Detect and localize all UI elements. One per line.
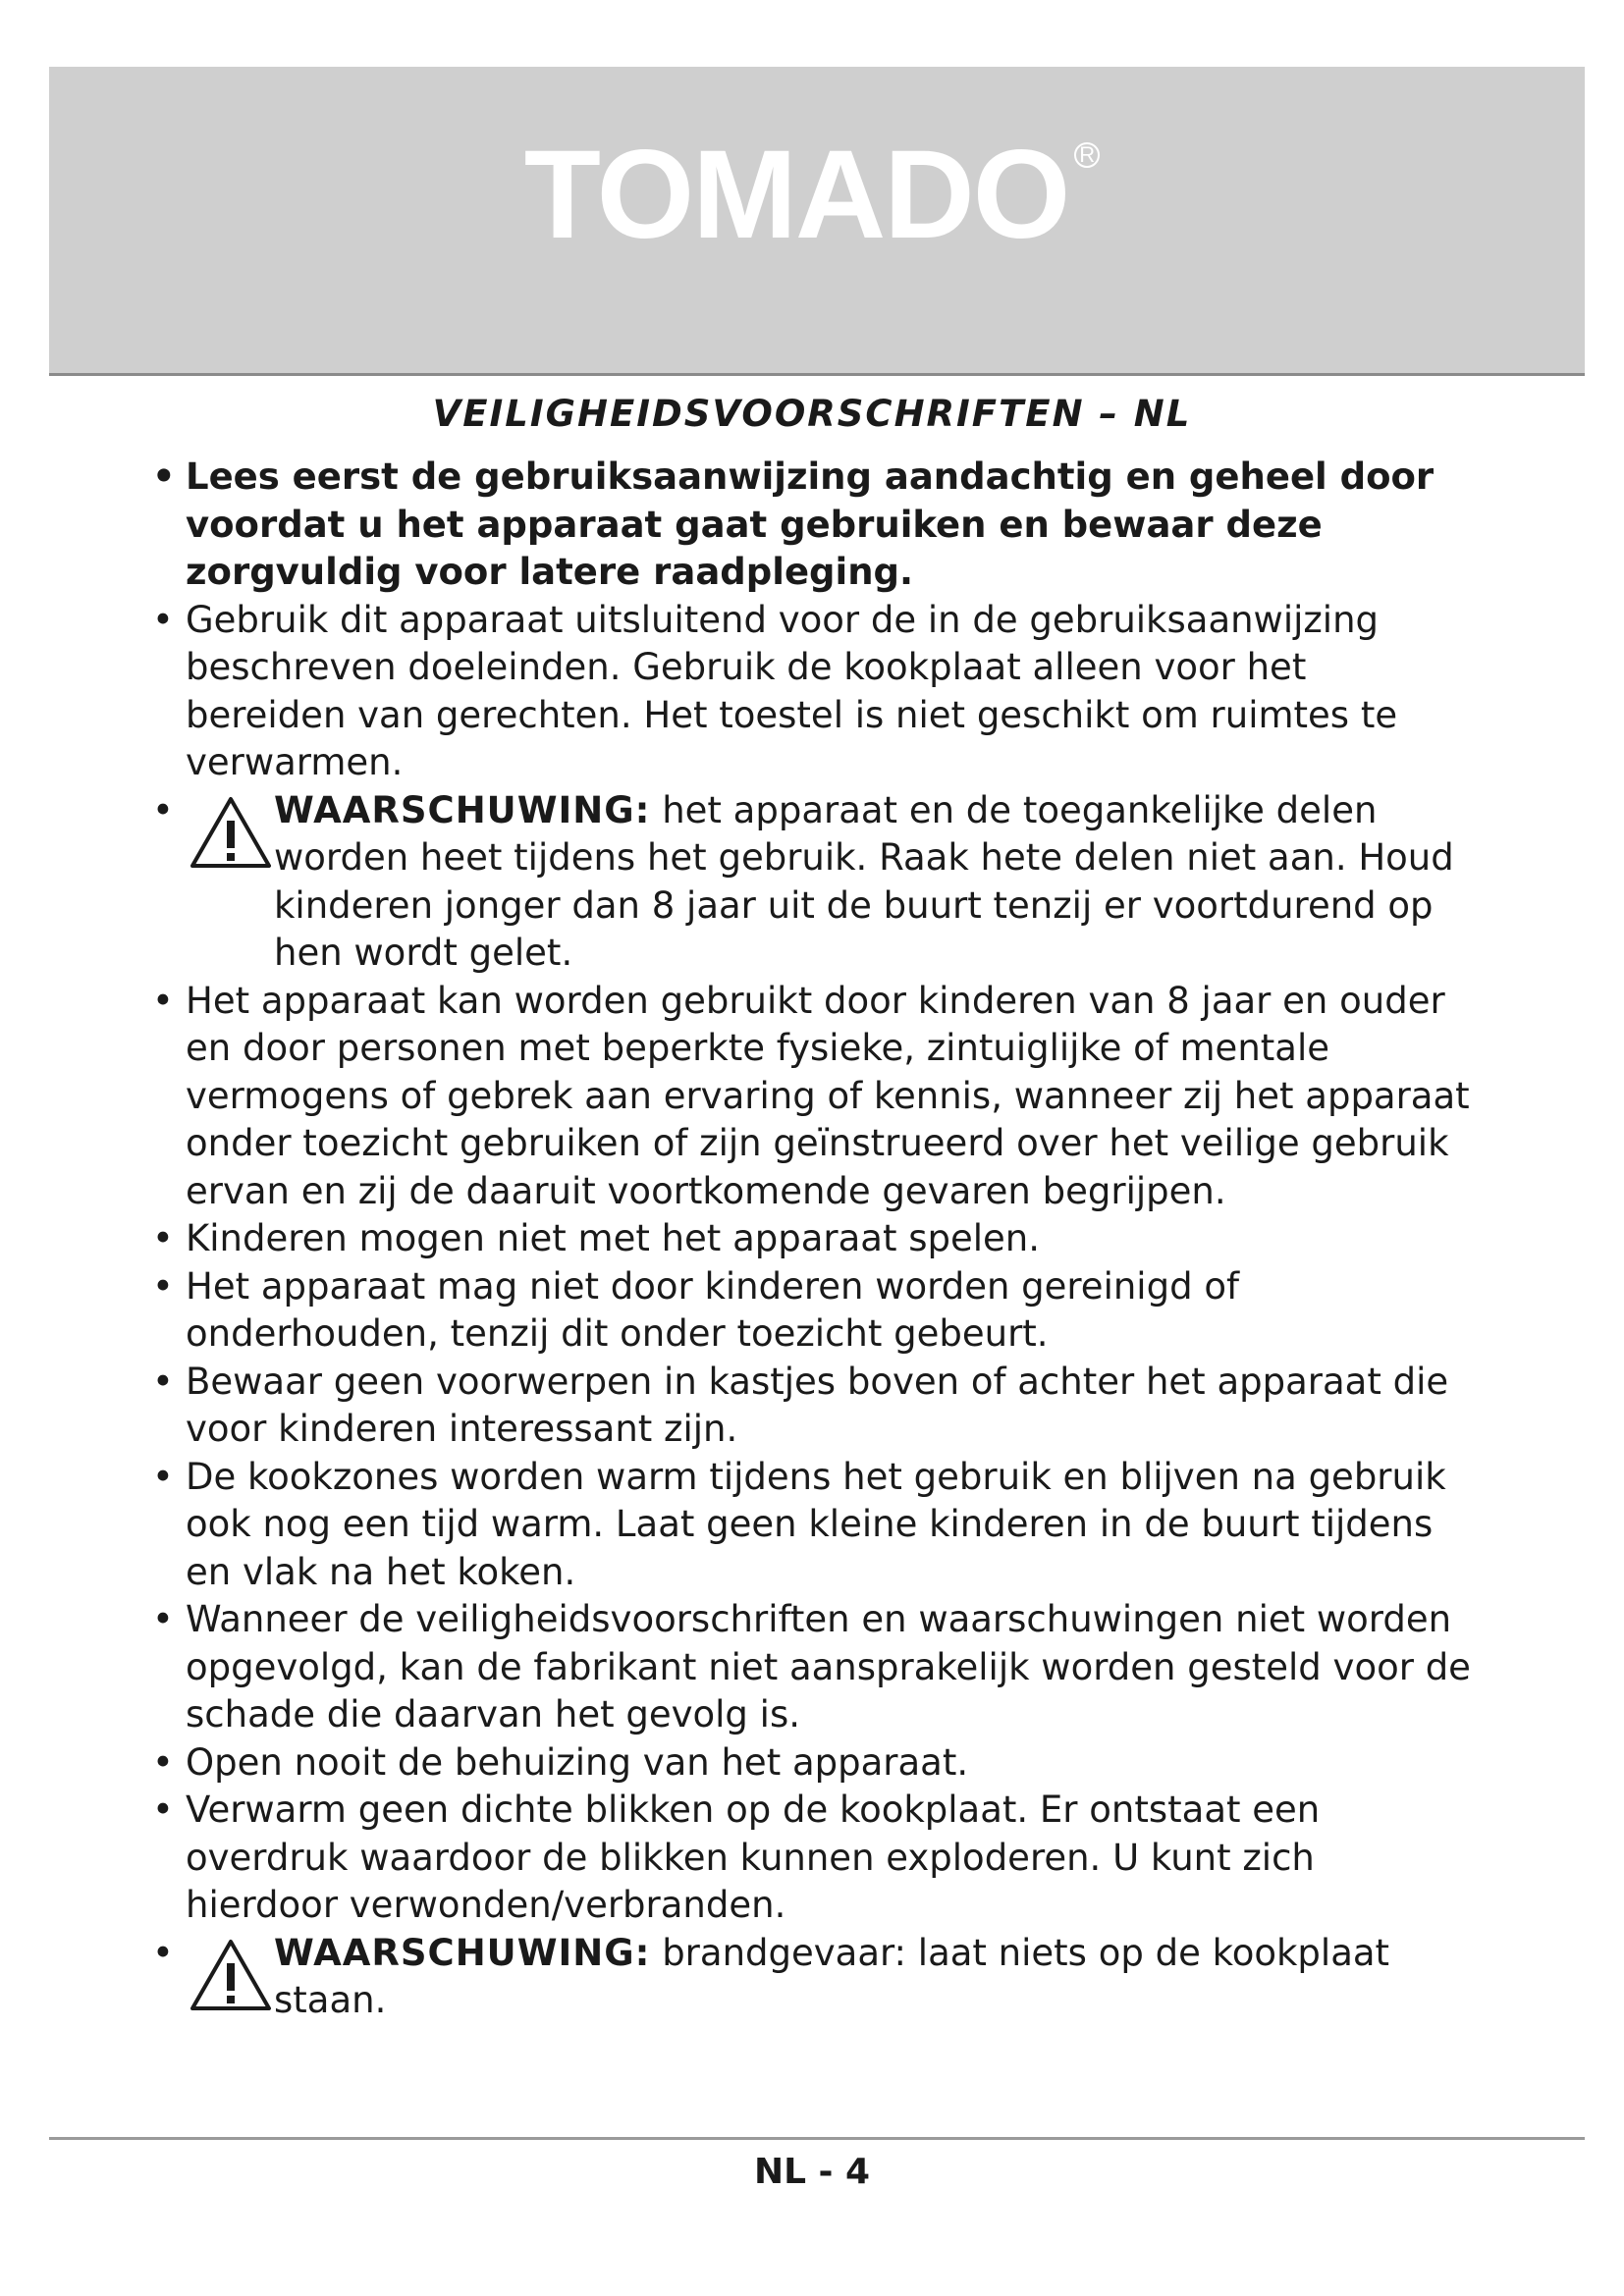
item-text: Bewaar geen voorwerpen in kastjes boven of achter het apparaat die voor kinderen interessant zijn. — [186, 1360, 1449, 1450]
registered-mark: R — [1074, 142, 1100, 168]
item-text: Gebruik dit apparaat uitsluitend voor de in de gebruiksaanwijzing beschreven doeleinden. Gebruik de kookplaat alleen voor het bereiden van gerechten. Het toestel is niet geschikt om ruimtes te verwarmen. — [186, 598, 1398, 783]
list-item — [152, 1359, 1478, 1454]
brand-logo: TOMADO R — [0, 133, 1624, 258]
list-item — [152, 1263, 1478, 1359]
bullet: • — [152, 1740, 174, 1784]
list-item — [152, 1596, 1478, 1739]
page-title: VEILIGHEIDSVOORSCHRIFTEN – NL — [432, 393, 1192, 435]
bullet: • — [152, 979, 174, 1022]
page-number: NL - 4 — [753, 2152, 871, 2192]
bullet: • — [152, 1931, 174, 1974]
list-item — [152, 978, 1478, 1216]
item-text: Wanneer de veiligheidsvoorschriften en waarschuwingen niet worden opgevolgd, kan de fabrikant niet aansprakelijk worden gesteld voor de schade die daarvan het gevolg is. — [186, 1598, 1471, 1735]
warning-triangle-icon — [187, 1936, 275, 2014]
item-text: De kookzones worden warm tijdens het gebruik en blijven na gebruik ook nog een tijd warm. Laat geen kleine kinderen in de buurt tijdens en vlak na het koken. — [186, 1455, 1446, 1593]
item-text: Verwarm geen dichte blikken op de kookplaat. Er ontstaat een overdruk waardoor de blikken kunnen exploderen. U kunt zich hierdoor verwonden/verbranden. — [186, 1789, 1321, 1926]
bullet: • — [152, 455, 176, 498]
warning-text — [186, 787, 1478, 978]
warning-item — [152, 1930, 1478, 2025]
bullet: • — [152, 1455, 174, 1498]
safety-list — [152, 454, 1478, 2025]
list-item — [152, 1787, 1478, 1930]
item-text: Open nooit de behuizing van het apparaat. — [186, 1740, 969, 1784]
warning-text — [186, 1930, 1478, 2025]
warning-triangle-icon — [187, 793, 275, 872]
item-text: Het apparaat mag niet door kinderen worden gereinigd of onderhouden, tenzij dit onder toezicht gebeurt. — [186, 1264, 1239, 1355]
list-item — [152, 597, 1478, 787]
warning-label: WAARSCHUWING: — [274, 788, 651, 831]
bullet: • — [152, 1360, 174, 1403]
item-text: het apparaat en de toegankelijke delen worden heet tijdens het gebruik. Raak hete delen niet aan. Houd kinderen jonger dan 8 jaar uit de buurt tenzij er voortdurend op hen wordt gelet. — [274, 788, 1454, 974]
list-item — [152, 454, 1478, 597]
list-item — [152, 1454, 1478, 1597]
list-item — [152, 1739, 1478, 1788]
item-text: Het apparaat kan worden gebruikt door kinderen van 8 jaar en ouder en door personen met beperkte fysieke, zintuiglijke of mentale vermogens of gebrek aan ervaring of kennis, wanneer zij het apparaat onder toezicht gebruiken of zijn geïnstrueerd over het veilige gebruik ervan en zij de daaruit voortkomende gevaren begrijpen. — [186, 979, 1470, 1212]
item-text: Kinderen mogen niet met het apparaat spelen. — [186, 1217, 1041, 1259]
item-text: brandgevaar: laat niets op de kookplaat staan. — [274, 1931, 1390, 2021]
bullet: • — [152, 1598, 174, 1640]
warning-label: WAARSCHUWING: — [274, 1931, 651, 1974]
bullet: • — [152, 598, 174, 641]
bullet: • — [152, 1789, 174, 1831]
list-item — [152, 1215, 1478, 1263]
footer-divider — [49, 2137, 1585, 2140]
bullet: • — [152, 788, 174, 831]
warning-item — [152, 787, 1478, 978]
item-text: Lees eerst de gebruiksaanwijzing aandachtig en geheel door voordat u het apparaat gaat gebruiken en bewaar deze zorgvuldig voor latere raadpleging. — [186, 455, 1435, 593]
bullet: • — [152, 1217, 174, 1259]
bullet: • — [152, 1264, 174, 1308]
